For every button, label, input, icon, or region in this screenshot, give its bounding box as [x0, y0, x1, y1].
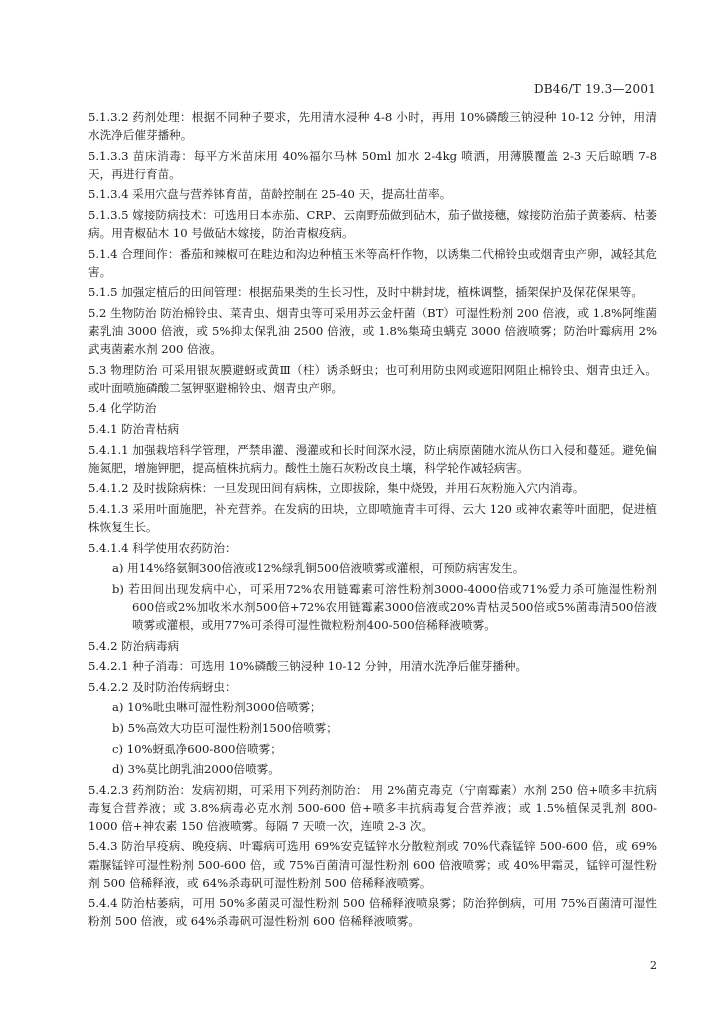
- page-number: 2: [650, 959, 657, 972]
- clause-5-4-4: 5.4.4 防治枯萎病，可用 50%多菌灵可湿性粉剂 500 倍稀释液喷泉雾；防治猝倒病，可用 75%百菌清可湿性粉剂 500 倍液，或 64%杀毒矾可湿性粉剂 600 倍稀释液喷雾。: [88, 896, 657, 929]
- clause-5-1-3-5: 5.1.3.5 嫁接防病技术：可选用日本赤茄、CRP、云南野茄做到砧木，茄子做接穗，嫁接防治茄子黄萎病、枯萎病。用青椒砧木 10 号做砧木嫁接，防治青椒疫病。: [88, 207, 657, 241]
- list-item-b: b) 5%高效大功臣可湿性粉剂1500倍喷雾；: [112, 720, 338, 735]
- document-body: [88, 108, 657, 933]
- clause-5-4-heading: 5.4 化学防治: [88, 401, 157, 416]
- clause-5-4-1-1: 5.4.1.1 加强栽培科学管理，严禁串灌、漫灌或和长时间深水浸，防止病原菌随水流从伤口入侵和蔓延。避免偏施氮肥，增施钾肥，提高植株抗病力。酸性土施石灰粉改良土壤，科学轮作减轻病害。: [88, 442, 657, 475]
- list-item-a: a) 用14%络氨铜300倍液或12%绿乳铜500倍液喷雾或灌根，可预防病害发生。: [112, 561, 525, 576]
- clause-5-1-5: 5.1.5 加强定植后的田间管理：根据茄果类的生长习性，及时中耕封垅，植株调整，插架保护及保花保果等。: [88, 285, 643, 300]
- clause-5-1-3-4: 5.1.3.4 采用穴盘与营养钵育苗，苗龄控制在 25-40 天，提高壮苗率。: [88, 187, 452, 202]
- clause-5-4-1-4: 5.4.1.4 科学使用农药防治：: [88, 540, 237, 555]
- clause-5-4-1-heading: 5.4.1 防治青枯病: [88, 422, 180, 436]
- clause-5-1-3-2: 5.1.3.2 药剂处理：根据不同种子要求，先用清水浸种 4-8 小时，再用 10%磷酸三钠浸种 10-12 分钟，用清水洗净后催芽播种。: [88, 110, 657, 143]
- list-item-c: c) 10%蚜虱净600-800倍喷雾；: [112, 741, 282, 756]
- clause-5-4-2-2: 5.4.2.2 及时防治传病蚜虫：: [88, 679, 237, 694]
- clause-5-4-1-3: 5.4.1.3 采用叶面施肥，补充营养。在发病的田块，立即喷施青丰可得、云大 120 或神农素等叶面肥，促进植株恢复生长。: [88, 501, 657, 534]
- clause-5-3: 5.3 物理防治 可采用银灰膜避蚜或黄Ⅲ（柱）诱杀蚜虫；也可利用防虫网或遮阳网阻止棉铃虫、烟青虫迁入。或叶面喷施磷酸二氢钾驱避棉铃虫、烟青虫产卵。: [88, 362, 657, 395]
- list-item-a: a) 10%吡虫啉可湿性粉剂3000倍喷雾；: [112, 700, 322, 715]
- clause-5-1-4: 5.1.4 合理间作：番茄和辣椒可在畦边和沟边种植玉米等高杆作物，以诱集二代棉铃虫或烟青虫产卵，减轻其危害。: [88, 246, 657, 279]
- clause-5-4-2-1: 5.4.2.1 种子消毒：可选用 10%磷酸三钠浸种 10-12 分钟，用清水洗净后催芽播种。: [88, 659, 528, 674]
- clause-5-1-3-3: 5.1.3.3 苗床消毒：每平方米苗床用 40%福尔马林 50ml 加水 2-4kg 喷洒，用薄膜覆盖 2-3 天后晾晒 7-8 天，再进行育苗。: [88, 148, 657, 181]
- clause-5-4-2-heading: 5.4.2 防治病毒病: [88, 638, 180, 653]
- list-item-b: b) 若田间出现发病中心，可采用72%农用链霉素可溶性粉剂3000-4000倍或71%爱力杀可施湿性粉剂600倍或2%加收米水剂500倍+72%农用链霉素3000倍液或20%青枯灵500倍或5%菌毒清500倍液喷雾或灌根，或用77%可杀得可湿性微粒粉剂400-500倍稀释液喷雾。: [112, 581, 657, 632]
- clause-5-4-3: 5.4.3 防治早疫病、晚疫病、叶霉病可选用 69%安克锰锌水分散粒剂或 70%代森锰锌 500-600 倍，或 69%霜脲锰锌可湿性粉剂 500-600 倍，或 75%百菌清可湿性粉剂 600 倍液喷雾；或 40%甲霜灵，锰锌可湿性粉剂 500 倍稀释液，或 64%杀毒矾可湿性粉剂 500 倍稀释液喷雾。: [88, 839, 657, 890]
- clause-5-2: 5.2 生物防治 防治棉铃虫、菜青虫、烟青虫等可采用苏云金杆菌（BT）可湿性粉剂 200 倍液，或 1.8%阿维菌素乳油 3000 倍液，或 5%抑太保乳油 2500 倍液，或 1.8%集琦虫螨克 3000 倍液喷雾；防治叶霉病用 2%武夷菌素水剂 200 倍液。: [88, 305, 657, 357]
- clause-5-4-2-3: 5.4.2.3 药剂防治：发病初期，可采用下列药剂防治： 用 2%菌克毒克（宁南霉素）水剂 250 倍+喷多丰抗病毒复合营养液；或 3.8%病毒必克水剂 500-600 倍+喷多丰抗病毒复合营养液；或 1.5%植保灵乳剂 800-1000 倍+神农素 150 倍液喷雾。每隔 7 天喷一次，连喷 2-3 次。: [88, 782, 657, 833]
- list-item-d: d) 3%莫比朗乳油2000倍喷雾。: [112, 762, 280, 777]
- clause-5-4-1-2: 5.4.1.2 及时拔除病株：一旦发现田间有病株，立即拔除，集中烧毁，并用石灰粉施入穴内消毒。: [88, 481, 585, 496]
- document-code: DB46/T 19.3—2001: [533, 82, 656, 96]
